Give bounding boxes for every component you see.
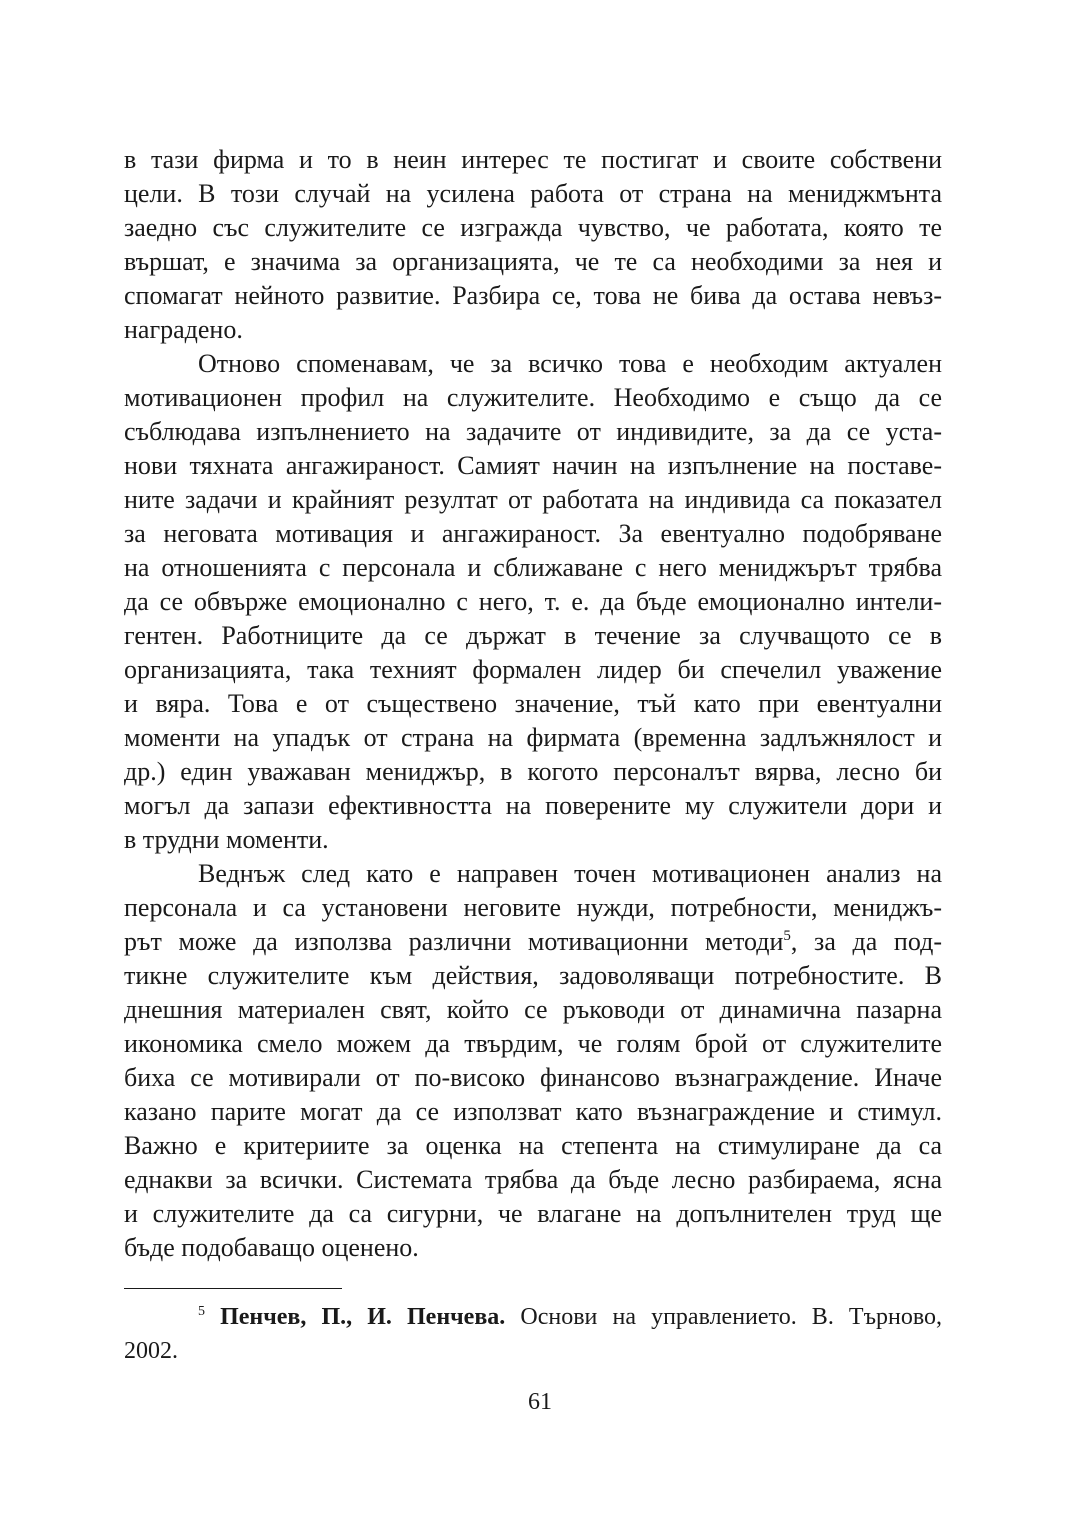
text-segment: рът може да използва различни мотивационни методи <box>124 927 784 956</box>
text-line: организацията, така техният формален лидер би спечелил уважение <box>124 655 942 684</box>
footnote-reference[interactable]: 5 <box>783 928 791 944</box>
paragraph-2 <box>124 347 942 857</box>
text-line: Важно е критериите за оценка на степента на стимулиране да са <box>124 1131 942 1160</box>
text-line: за неговата мотивация и ангажираност. За евентуално подобряване <box>124 519 942 548</box>
text-line: цели. В този случай на усилена работа от страна на мениджмънта <box>124 179 942 208</box>
footnote-line <box>124 1300 942 1334</box>
text-line: икономика смело можем да твърдим, че голям брой от служителите <box>124 1029 942 1058</box>
footnote-marker: 5 <box>198 1304 205 1319</box>
text-line: на отношенията с персонала и сближаване с него мениджърът трябва <box>124 553 942 582</box>
text-line: могъл да запази ефективността на поверените му служители дори и <box>124 791 942 820</box>
text-line: спомагат нейното развитие. Разбира се, това не бива да остава невъз- <box>124 281 942 310</box>
text-line: наградено. <box>124 315 243 344</box>
footnote <box>124 1300 942 1368</box>
text-line: персонала и са установени неговите нужди, потребности, мениджъ- <box>124 893 942 922</box>
text-line: и служителите да са сигурни, че влагане на допълнителен труд ще <box>124 1199 942 1228</box>
text-line: казано парите могат да се използват като възнаграждение и стимул. <box>124 1097 942 1126</box>
text-line: нови тяхната ангажираност. Самият начин на изпълнение на поставе- <box>124 451 942 480</box>
text-line: да се обвърже емоционално с него, т. е. да бъде емоционално интели- <box>124 587 942 616</box>
footnote-separator <box>124 1288 342 1289</box>
footnote-authors: Пенчев, П., И. Пенчева. <box>220 1304 506 1330</box>
text-line: заедно със служителите се изгражда чувство, че работата, която те <box>124 213 942 242</box>
text-line: съблюдава изпълнението на задачите от индивидите, за да се уста- <box>124 417 942 446</box>
text-line: Веднъж след като е направен точен мотивационен анализ на <box>198 859 942 888</box>
paragraph-3 <box>124 857 942 1265</box>
footnote-line: 2002. <box>124 1338 178 1364</box>
text-line: в тази фирма и то в неин интерес те постигат и своите собствени <box>124 145 942 174</box>
text-segment: , за да под- <box>790 927 942 956</box>
text-line: и вяра. Това е от съществено значение, тъй като при евентуални <box>124 689 942 718</box>
main-text <box>124 143 942 1265</box>
page-number: 61 <box>528 1389 552 1415</box>
text-line: тикне служителите към действия, задоволяващи потребностите. В <box>124 961 942 990</box>
text-line: Отново споменавам, че за всичко това е необходим актуален <box>198 349 942 378</box>
text-line: ните задачи и крайният резултат от работата на индивида са показател <box>124 485 942 514</box>
text-line: мотивационен профил на служителите. Необходимо е също да се <box>124 383 942 412</box>
text-line: гентен. Работниците да се държат в течение за случващото се в <box>124 621 942 650</box>
text-line: др.) един уважаван мениджър, в когото персоналът вярва, лесно би <box>124 757 942 786</box>
paragraph-1 <box>124 143 942 347</box>
text-line: биха се мотивирали от по-високо финансово възнаграждение. Иначе <box>124 1063 942 1092</box>
text-line: в трудни моменти. <box>124 825 329 854</box>
text-line: еднакви за всички. Системата трябва да бъде лесно разбираема, ясна <box>124 1165 942 1194</box>
text-line: днешния материален свят, който се ръководи от динамична пазарна <box>124 995 942 1024</box>
footnote-title: Основи на управлението. В. Търново, <box>505 1304 942 1330</box>
text-line: вършат, е значима за организацията, че те са необходими за нея и <box>124 247 942 276</box>
text-line: моменти на упадък от страна на фирмата (временна задлъжнялост и <box>124 723 942 752</box>
text-line: бъде подобаващо оценено. <box>124 1233 419 1262</box>
text-line <box>124 925 942 959</box>
